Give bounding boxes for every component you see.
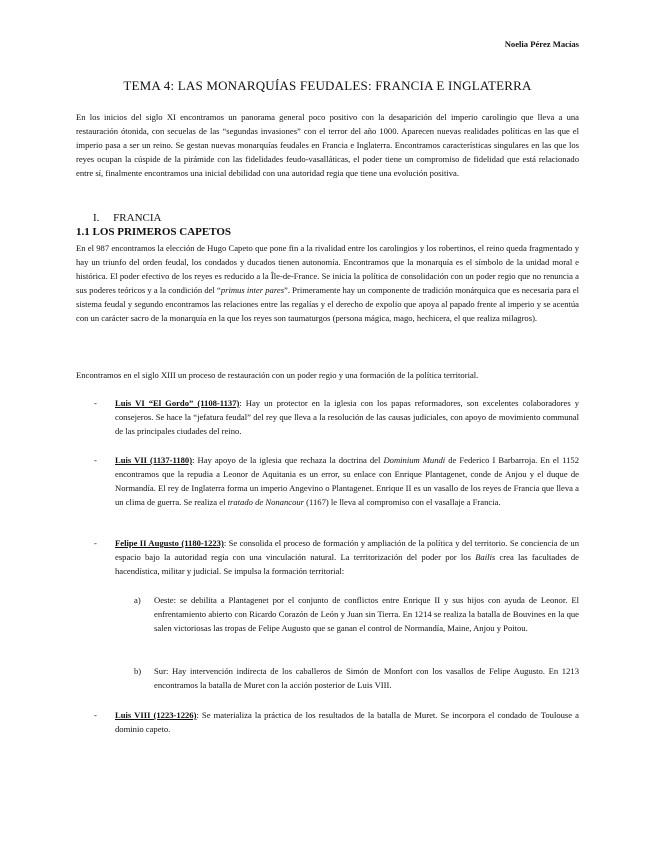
intro-paragraph: En los inicios del siglo XI encontramos un panorama general poco positivo con la desaparición del imperio carolingio que lleva a una restauración ótonida, con secuelas de las “segundas invasiones” con el terror del año 1000. Aparecen nuevas realidades políticas en las que el imperio pasa a ser un reino. Se gestan nuevas monarquías feudales en Francia e Inglaterra. Encontramos características singulares en las que los reyes ocupan la cúspide de la pirámide con las fidelidades feudo-vasalláticas, el poder tiene un compromiso de fidelidad que está relacionado entre sí, finalmente encontramos una inicial debilidad con una autoridad regia que tiene una evolución positiva. [76, 112, 579, 178]
bullet-marker: - [94, 710, 97, 720]
list-item-luis-viii [115, 708, 579, 736]
subsection-heading: 1.1 LOS PRIMEROS CAPETOS [76, 226, 232, 238]
list-item-luis-vii [115, 453, 579, 509]
capetos-text-2: ”. Primeramente hay un componente de tradición monárquica que es necesaria para el sistema feudal y segundo encontramos las relaciones entre las regalías y el derecho de expolio que apoya al papado frente al imperio y se acentúa con un carácter sacro de la monarquía en la que los reyes son taumaturgos (persona mágica, mago, hechicera, el que realiza milagros). [76, 285, 580, 323]
king-name: Luis VIII (1223-1226) [115, 710, 197, 720]
section-number: I. [93, 212, 100, 224]
list-item-felipe-ii [115, 536, 579, 578]
king-name: Felipe II Augusto (1180-1223) [115, 538, 224, 548]
king-description: : Se materializa la práctica de los resultados de la batalla de Muret. Se incorpora el condado de Toulouse a dominio capeto. [115, 710, 579, 734]
sub-item-sur: Sur: Hay intervención indirecta de los caballeros de Simón de Monfort con los vasallos de Felipe Augusto. En 1213 encontramos la batalla de Muret con la acción posterior de Luis VIII. [154, 666, 579, 690]
author-name: Noelia Pérez Macías [504, 39, 579, 49]
sub-item-marker: b) [134, 666, 142, 676]
list-item-luis-vi [115, 396, 579, 438]
king-description: de Federico I Barbarroja. En el 1152 encontramos que la repudia a Leonor de Aquitania es un error, su enlace con Enrique Plantagenet, conde de Anjou y el duque de Normandía. El rey de Inglaterra forma un imperio Angevino o Plantagenet. Enrique II es un vasallo de los reyes de Francia que lleva a un clima de guerra. Se realiza el [115, 455, 580, 507]
section-label: FRANCIA [113, 212, 162, 224]
emphasis-term: Dominium Mundi [383, 455, 446, 465]
king-description: crea las facultades de hacendística, militar y judicial. Se impulsa la formación territorial: [115, 552, 580, 576]
king-description: (1167) le lleva al compromiso con el vasallaje a Francia. [304, 497, 501, 507]
king-name: Luis VII (1137-1180) [115, 455, 193, 465]
king-description: : Hay un protector en la iglesia con los papas reformadores, son excelentes colaboradores y consejeros. Se hace la “jefatura feudal” del rey que lleva a la resolución de las causas judiciales, con apoyo de movimiento communal de las principales ciudades del reino. [115, 398, 579, 436]
bullet-marker: - [94, 398, 97, 408]
restauracion-paragraph: Encontramos en el siglo XIII un proceso de restauración con un poder regio y una formación de la política territorial. [76, 370, 479, 380]
emphasis-term: Bailis [475, 552, 496, 562]
bullet-marker: - [94, 538, 97, 548]
king-description: : Hay apoyo de la iglesia que rechaza la doctrina del [192, 455, 384, 465]
bullet-marker: - [94, 455, 97, 465]
section-heading [93, 212, 161, 224]
emphasis-term: tratado de Nonancour [227, 497, 305, 507]
sub-item-oeste: Oeste: se debilita a Plantagenet por el conjunto de conflictos entre Enrique II y sus hijos con ayuda de Leonor. El enfrentamiento abierto con Ricardo Corazón de León y Juan sin Tierra. En 1214 se realiza la batalla de Bouvines en la que salen victoriosas las tropas de Felipe Augusto que se ganan el control de Normandía, Maine, Anjou y Poitou. [154, 595, 579, 633]
capetos-text-1: En el 987 encontramos la elección de Hugo Capeto que pone fin a la rivalidad entre los carolingios y los robertinos, el reino queda fragmentado y hay un triunfo del orden feudal, los condados y ducados tienen autonomía. Encontramos que la monarquía es el símbolo de la unidad moral e histórica. El poder efectivo de los reyes es reducido a la Île-de-France. Se inicia la política de consolidación con un poder regio que no renuncia a sus poderes teóricos y a la condición del “ [76, 243, 579, 295]
king-description: : Se consolida el proceso de formación y ampliación de la política y del territorio. Se conciencia de un espacio bajo la autoridad regia con una vinculación natural. La territorización del poder por los [115, 538, 579, 562]
capetos-emphasis: primus inter pares [220, 285, 285, 295]
king-name: Luis VI “El Gordo” (1108-1137) [115, 398, 240, 408]
capetos-paragraph [76, 241, 579, 325]
sub-item-marker: a) [134, 595, 141, 605]
document-title: TEMA 4: LAS MONARQUÍAS FEUDALES: FRANCIA E INGLATERRA [123, 78, 532, 93]
